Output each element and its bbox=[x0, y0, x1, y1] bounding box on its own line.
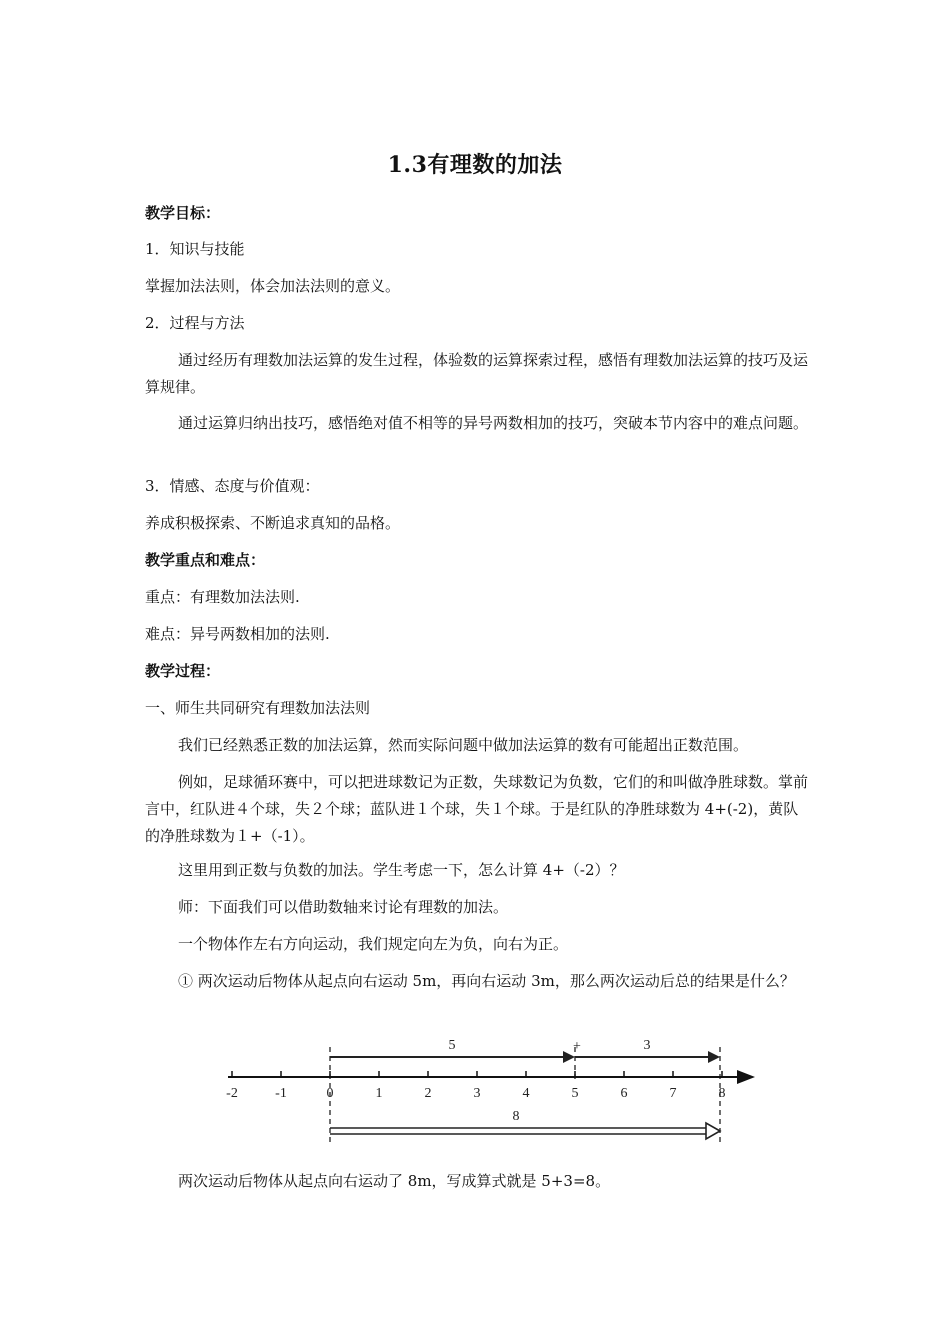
paragraph: 重点：有理数加法法则. bbox=[145, 588, 300, 606]
axis-tick-label: 6 bbox=[620, 1086, 628, 1101]
section-heading: 一、师生共同研究有理数加法法则 bbox=[145, 699, 371, 717]
axis-arrowhead bbox=[737, 1070, 755, 1084]
heading-key-points: 教学重点和难点： bbox=[145, 551, 266, 569]
axis-tick-label: 4 bbox=[522, 1086, 530, 1101]
axis-tick-label: 5 bbox=[571, 1086, 579, 1101]
subheading-knowledge: 1．知识与技能 bbox=[145, 240, 245, 258]
paragraph: ① 两次运动后物体从起点向右运动 5m，再向右运动 3m，那么两次运动后总的结果是什么？ bbox=[178, 972, 795, 990]
heading-teaching-process: 教学过程： bbox=[145, 662, 221, 680]
paragraph: 掌握加法法则，体会加法法则的意义。 bbox=[145, 277, 401, 295]
document-title: 1.3有理数的加法 bbox=[387, 152, 563, 178]
axis-ticks bbox=[226, 1071, 725, 1101]
axis-tick-label: 3 bbox=[473, 1086, 481, 1101]
subheading-process: 2．过程与方法 bbox=[145, 314, 245, 332]
heading-teaching-goals: 教学目标： bbox=[145, 204, 221, 222]
arrow-second-label: 3 bbox=[643, 1038, 651, 1053]
plus-sign: + bbox=[573, 1039, 581, 1054]
paragraph: 这里用到正数与负数的加法。学生考虑一下，怎么计算 4+（-2）？ bbox=[178, 861, 625, 879]
paragraph: 养成积极探索、不断追求真知的品格。 bbox=[145, 514, 401, 532]
paragraph: 我们已经熟悉正数的加法运算，然而实际问题中做加法运算的数有可能超出正数范围。 bbox=[178, 736, 749, 754]
number-line-figure bbox=[220, 1025, 760, 1150]
paragraph: 通过运算归纳出技巧，感悟绝对值不相等的异号两数相加的技巧，突破本节内容中的难点问题。 bbox=[178, 414, 809, 432]
axis-tick-label: 1 bbox=[375, 1086, 383, 1101]
arrow-first-label: 5 bbox=[448, 1038, 456, 1053]
total-arrow-head bbox=[706, 1123, 720, 1139]
axis-tick-label: 0 bbox=[326, 1086, 334, 1101]
subheading-attitude: 3．情感、态度与价值观： bbox=[145, 477, 320, 495]
axis-tick-label: -2 bbox=[226, 1086, 238, 1101]
axis-tick-label: 2 bbox=[424, 1086, 432, 1101]
total-label: 8 bbox=[512, 1109, 520, 1124]
paragraph: 两次运动后物体从起点向右运动了 8m，写成算式就是 5+3=8。 bbox=[178, 1172, 611, 1190]
paragraph: 通过经历有理数加法运算的发生过程，体验数的运算探索过程，感悟有理数加法运算的技巧及运算规律。 bbox=[145, 351, 809, 396]
arrow-second-head bbox=[708, 1051, 720, 1063]
axis-tick-label: 8 bbox=[718, 1086, 726, 1101]
paragraph: 例如，足球循环赛中，可以把进球数记为正数，失球数记为负数，它们的和叫做净胜球数。掌前言中，红队进４个球，失２个球；蓝队进１个球，失１个球。于是红队的净胜球数为 4+(-2)，黄队的净胜球数为１+（-1）。 bbox=[145, 773, 809, 845]
axis-tick-label: 7 bbox=[669, 1086, 677, 1101]
paragraph: 难点：异号两数相加的法则. bbox=[145, 625, 330, 643]
paragraph: 师：下面我们可以借助数轴来讨论有理数的加法。 bbox=[178, 898, 509, 916]
axis-tick-label: -1 bbox=[275, 1086, 287, 1101]
paragraph: 一个物体作左右方向运动，我们规定向左为负，向右为正。 bbox=[178, 935, 569, 953]
